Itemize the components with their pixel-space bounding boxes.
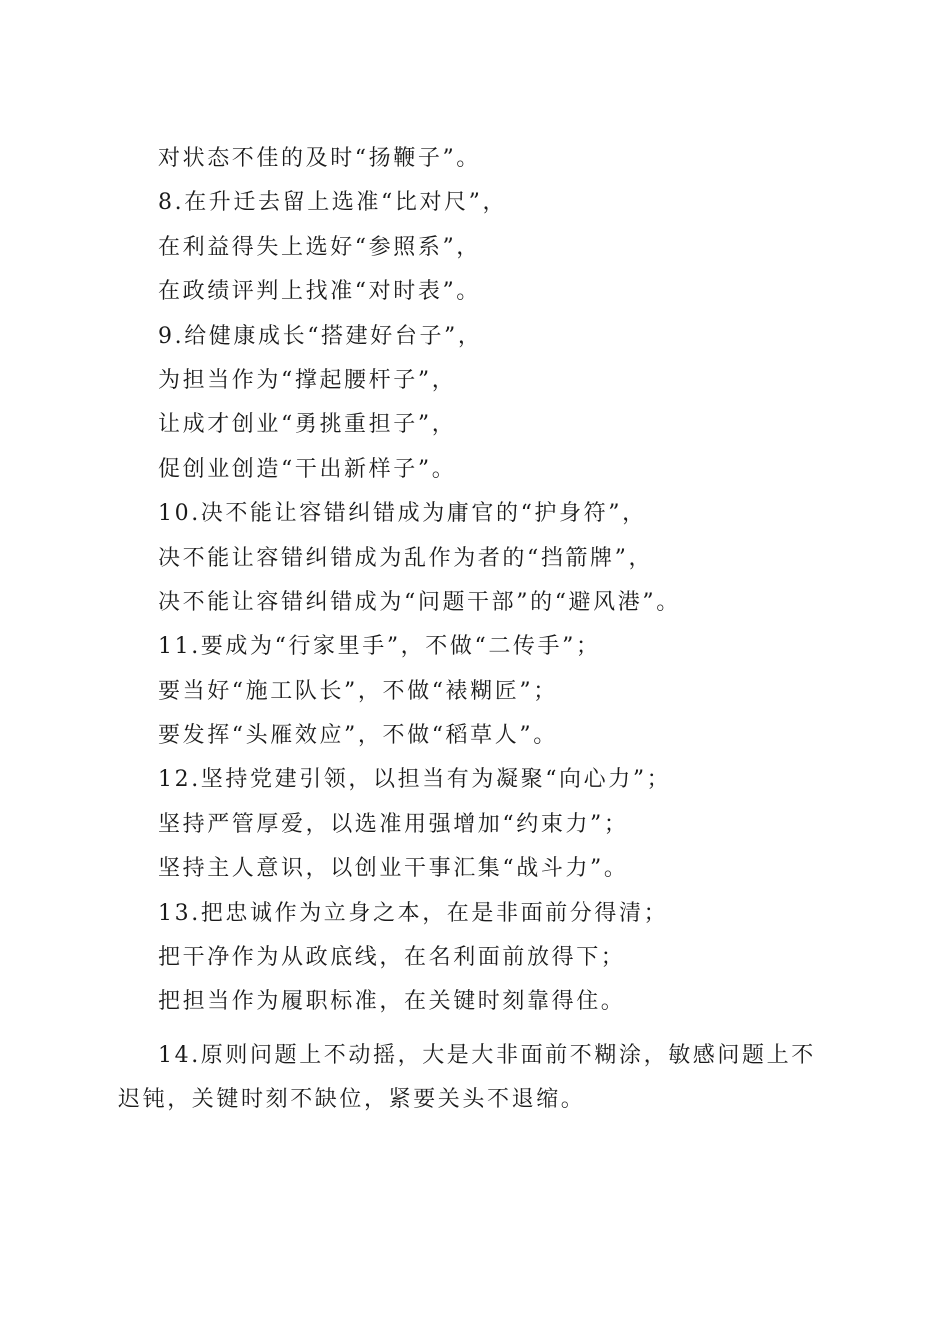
text-line: 在政绩评判上找准“对时表”。	[158, 279, 481, 305]
text-line: 把干净作为从政底线，在名利面前放得下；	[158, 945, 626, 971]
text-line: 对状态不佳的及时“扬鞭子”。	[158, 146, 481, 171]
text-line: 决不能让容错纠错成为“问题干部”的“避风港”。	[158, 589, 681, 615]
text-line: 在利益得失上选好“参照系”，	[158, 234, 481, 260]
final-paragraph: 14.原则问题上不动摇，大是大非面前不糊涂，敏感问题上不迟钝，关键时刻不缺位，紧要关头不退缩。	[118, 1043, 816, 1113]
text-line: 坚持主人意识，以创业干事汇集“战斗力”。	[158, 856, 629, 882]
text-line: 10.决不能让容错纠错成为庸官的“护身符”，	[158, 501, 647, 527]
text-line: 让成才创业“勇挑重担子”，	[158, 412, 457, 438]
text-line: 9.给健康成长“搭建好台子”，	[158, 323, 483, 349]
text-line: 为担当作为“撑起腰杆子”，	[158, 367, 457, 393]
text-lines	[0, 137, 950, 1025]
text-line: 13.把忠诚作为立身之本，在是非面前分得清；	[158, 900, 669, 926]
text-line: 要发挥“头雁效应”，不做“稻草人”。	[158, 723, 558, 749]
text-line: 11.要成为“行家里手”，不做“二传手”；	[158, 634, 601, 660]
text-line: 促创业创造“干出新样子”。	[158, 456, 457, 482]
text-line: 8.在升迁去留上选准“比对尺”，	[158, 190, 508, 216]
text-line: 把担当作为履职标准，在关键时刻靠得住。	[158, 989, 626, 1015]
text-line: 12.坚持党建引领，以担当有为凝聚“向心力”；	[158, 767, 672, 793]
text-line: 坚持严管厚爱，以选准用强增加“约束力”；	[158, 811, 629, 837]
text-line: 要当好“施工队长”，不做“裱糊匠”；	[158, 678, 558, 704]
text-line: 决不能让容错纠错成为乱作为者的“挡箭牌”，	[158, 545, 654, 571]
